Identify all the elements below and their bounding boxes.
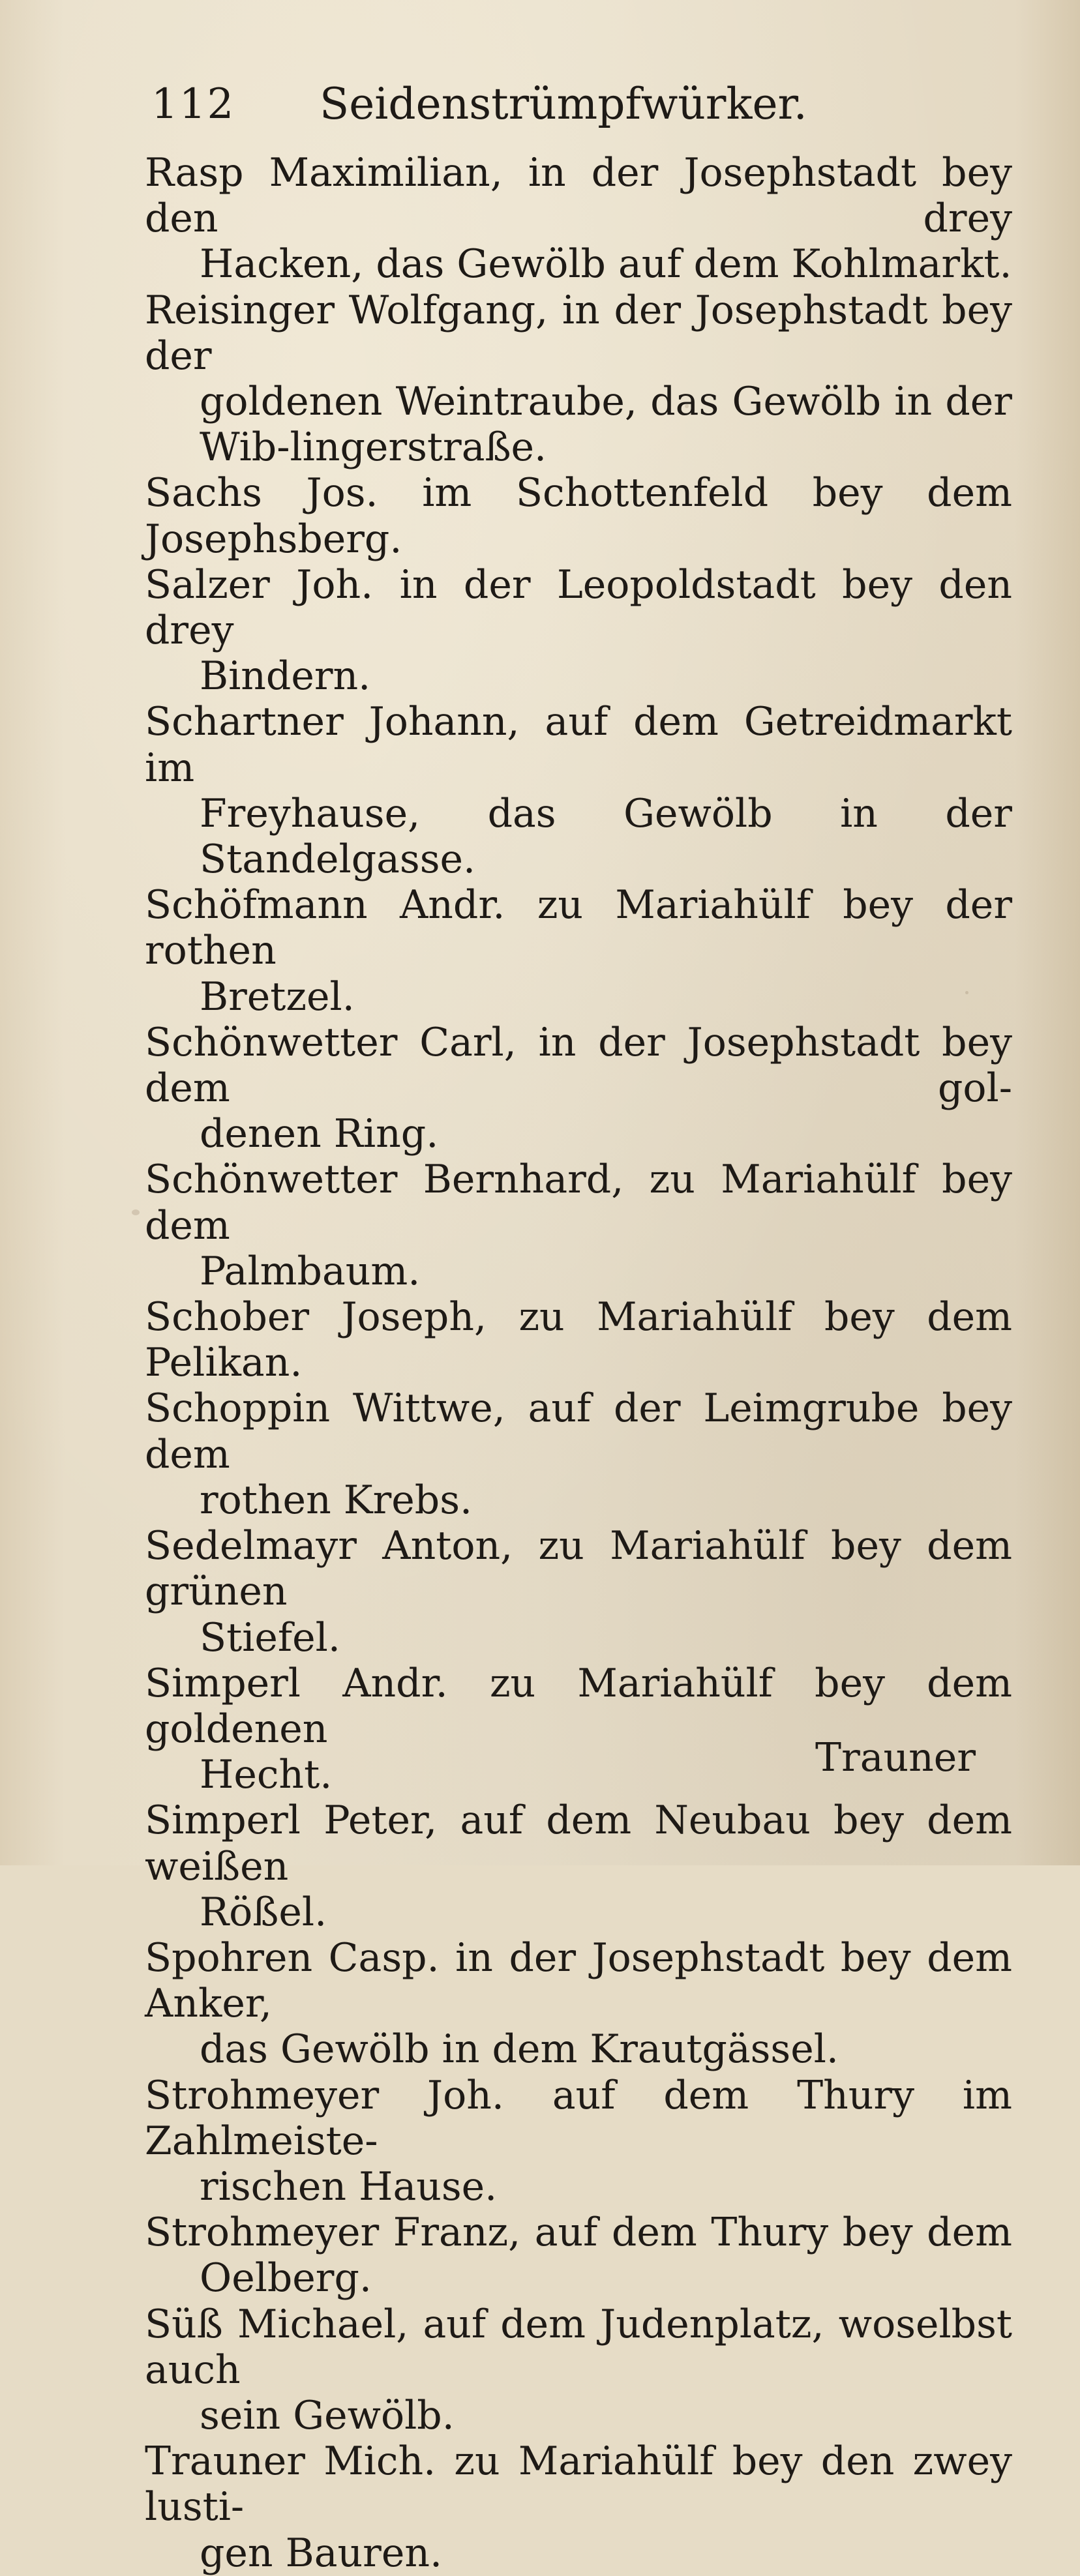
list-item: Sachs Jos. im Schottenfeld bey dem Josephsberg.	[145, 470, 1012, 562]
page-header	[151, 72, 934, 137]
list-item: Schober Joseph, zu Mariahülf bey dem Pelikan.	[145, 1294, 1012, 1386]
page-number: 112	[151, 80, 235, 128]
list-item: Schöfmann Andr. zu Mariahülf bey der rothen Bretzel.	[145, 882, 1012, 1020]
list-item: Strohmeyer Joh. auf dem Thury im Zahlmeiste- rischen Hause.	[145, 2072, 1012, 2210]
list-item: Reisinger Wolfgang, in der Josephstadt bey der goldenen Weintraube, das Gewölb in der Wib-lingerstraße.	[145, 287, 1012, 471]
catchword: Trauner	[815, 1735, 976, 1781]
entry-list	[145, 150, 1012, 2576]
list-item: Schoppin Wittwe, auf der Leimgrube bey dem rothen Krebs.	[145, 1385, 1012, 1523]
list-item: Spohren Casp. in der Josephstadt bey dem Anker, das Gewölb in dem Krautgässel.	[145, 1934, 1012, 2073]
list-item: Rasp Maximilian, in der Josephstadt bey den drey Hacken, das Gewölb auf dem Kohlmarkt.	[145, 150, 1012, 288]
running-head: Seidenstrümpfwürker.	[320, 79, 807, 129]
list-item: Trauner Mich. zu Mariahülf bey den zwey lusti- gen Bauren.	[145, 2438, 1012, 2576]
list-item: Schönwetter Carl, in der Josephstadt bey dem gol- denen Ring.	[145, 1019, 1012, 1157]
list-item: Strohmeyer Franz, auf dem Thury bey dem Oelberg.	[145, 2210, 1012, 2302]
paper-speck	[196, 1728, 200, 1732]
list-item: Salzer Joh. in der Leopoldstadt bey den drey Bindern.	[145, 561, 1012, 700]
paper-speck	[965, 991, 968, 994]
list-item: Schönwetter Bernhard, zu Mariahülf bey dem Palmbaum.	[145, 1157, 1012, 1294]
list-item: Süß Michael, auf dem Judenplatz, woselbst auch sein Gewölb.	[145, 2301, 1012, 2438]
list-item: Sedelmayr Anton, zu Mariahülf bey dem grünen Stiefel.	[145, 1523, 1012, 1661]
list-item: Schartner Johann, auf dem Getreidmarkt im Freyhause, das Gewölb in der Standelgasse.	[145, 699, 1012, 883]
paper-speck	[132, 1209, 140, 1215]
list-item: Simperl Peter, auf dem Neubau bey dem weißen Rößel.	[145, 1798, 1012, 1935]
list-item: Simperl Andr. zu Mariahülf bey dem goldenen Hecht.	[145, 1660, 1012, 1798]
paper-speck	[685, 404, 689, 408]
